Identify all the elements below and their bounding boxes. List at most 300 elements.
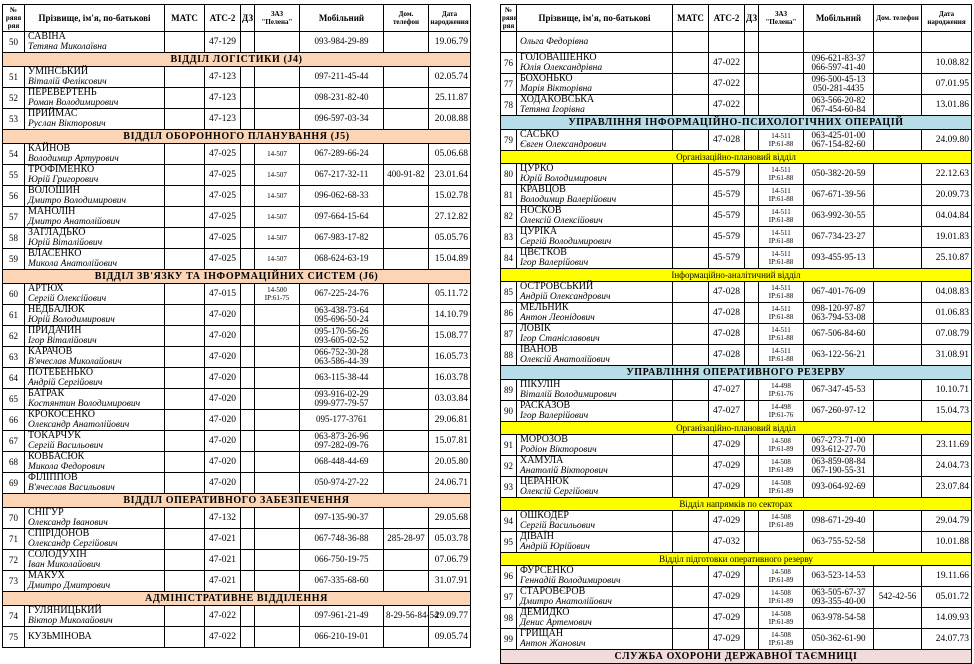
dz-phone: [241, 32, 255, 53]
mobile-phone: [804, 345, 874, 366]
birth-date: 24.06.71: [429, 473, 471, 494]
last-name: КРОКОСЕНКО: [28, 409, 95, 420]
mobile-line: 063-523-14-53: [811, 570, 866, 581]
first-patronymic: Роман Володимирович: [28, 98, 119, 108]
department-heading-row: [3, 592, 471, 606]
birth-date: 15.08.77: [429, 326, 471, 347]
last-name: ЦУРКО: [520, 163, 554, 174]
dz-phone: [241, 368, 255, 389]
zaz-line: 14-511: [771, 131, 791, 140]
last-name: ВОЛОШИН: [28, 185, 80, 196]
dz-phone: [241, 529, 255, 550]
col-header-mobile: Мобільний: [300, 5, 384, 32]
birth-date: [922, 32, 972, 53]
mobile-phone: [300, 627, 384, 648]
full-name-cell: [25, 144, 165, 165]
last-name: ДЕМИДКО: [520, 607, 570, 618]
dz-phone: [241, 165, 255, 186]
department-heading: ВІДДІЛ ЗВ'ЯЗКУ ТА ІНФОРМАЦІЙНИХ СИСТЕМ (J6): [3, 270, 471, 284]
mobile-line: 050-974-27-22: [314, 477, 369, 488]
table-row: [501, 164, 972, 185]
right-phone-directory: [500, 4, 971, 664]
department-heading: УПРАВЛІННЯ ОПЕРАТИВНОГО РЕЗЕРВУ: [501, 366, 972, 380]
mobile-line: 095-170-56-26: [314, 325, 369, 336]
table-row: [501, 345, 972, 366]
table-row: [501, 532, 972, 553]
mobile-line: 098-671-29-40: [811, 515, 866, 526]
dz-phone: [241, 144, 255, 165]
home-phone: [384, 389, 429, 410]
mobile-phone: [300, 389, 384, 410]
last-name: КРАВЦОВ: [520, 184, 566, 195]
mats-phone: [165, 389, 205, 410]
last-name: ОСТРОВСЬКИЙ: [520, 281, 594, 292]
ats2-phone: 47-029: [709, 456, 745, 477]
row-number: 77: [501, 74, 517, 95]
mobile-line: 067-260-97-12: [811, 405, 866, 416]
mobile-phone: [300, 249, 384, 270]
last-name: БОХОНЬКО: [520, 73, 573, 84]
row-number: 60: [3, 284, 25, 305]
birth-date: 10.08.82: [922, 53, 972, 74]
zaz-pelena-phone: [255, 508, 300, 529]
row-number: 64: [3, 368, 25, 389]
mobile-phone: [300, 508, 384, 529]
full-name-cell: [517, 456, 673, 477]
full-name-cell: [517, 629, 673, 650]
ats2-phone: 47-028: [709, 130, 745, 151]
zaz-pelena-phone: [759, 566, 804, 587]
birth-date: 23.11.69: [922, 435, 972, 456]
zaz-pelena-phone: [759, 345, 804, 366]
first-patronymic: Олексій Олексійович: [520, 216, 603, 226]
first-patronymic: Юрій Григорович: [28, 175, 99, 185]
ats2-phone: 47-020: [205, 452, 241, 473]
table-row: [3, 452, 471, 473]
zaz-line: IP:61-88: [768, 334, 794, 342]
zaz-line: 14-511: [771, 283, 791, 292]
zaz-pelena-phone: [255, 473, 300, 494]
zaz-line: 14-511: [771, 207, 791, 216]
full-name-cell: [25, 508, 165, 529]
mobile-phone: [300, 144, 384, 165]
col-header-dz: ДЗ: [241, 5, 255, 32]
dz-phone: [745, 608, 759, 629]
ats2-phone: [709, 32, 745, 53]
last-name: ЛОВІК: [520, 323, 551, 334]
zaz-pelena-phone: [255, 368, 300, 389]
birth-date: 05.06.68: [429, 144, 471, 165]
department-heading: ВІДДІЛ ЛОГІСТИКИ (J4): [3, 53, 471, 67]
mobile-line: 093-455-95-13: [811, 252, 866, 263]
home-phone: [384, 410, 429, 431]
mobile-phone: [804, 227, 874, 248]
zaz-line: IP:61-88: [768, 140, 794, 148]
zaz-line: 14-507: [267, 212, 287, 221]
zaz-line: 14-507: [267, 191, 287, 200]
table-row: [3, 228, 471, 249]
table-row: [501, 53, 972, 74]
dz-phone: [745, 95, 759, 116]
ats2-phone: 47-028: [709, 282, 745, 303]
mobile-phone: [300, 207, 384, 228]
mats-phone: [673, 435, 709, 456]
first-patronymic: Геннадій Володимирович: [520, 576, 621, 586]
mobile-line: 097-211-45-44: [314, 71, 369, 82]
mobile-line: 096-621-83-37: [811, 52, 866, 63]
mats-phone: [673, 380, 709, 401]
zaz-pelena-phone: [255, 207, 300, 228]
ats2-phone: 47-020: [205, 347, 241, 368]
home-line: 400-91-82: [387, 169, 425, 180]
full-name-cell: [517, 587, 673, 608]
mats-phone: [673, 130, 709, 151]
mobile-line: 093-355-40-00: [811, 596, 866, 606]
right-table-body: [501, 32, 972, 664]
mobile-line: 095-177-3761: [316, 414, 367, 425]
zaz-pelena-phone: [759, 608, 804, 629]
directory-table-left: [2, 4, 471, 648]
birth-date: 19.06.79: [429, 32, 471, 53]
ats2-phone: 47-132: [205, 508, 241, 529]
last-name: СТАРОВЄРОВ: [520, 586, 586, 597]
last-name: КАРАЧОВ: [28, 346, 73, 357]
table-row: [3, 249, 471, 270]
mobile-phone: [300, 186, 384, 207]
mobile-phone: [804, 401, 874, 422]
birth-date: 04.04.84: [922, 206, 972, 227]
mobile-line: 099-977-79-57: [314, 398, 369, 408]
dz-phone: [241, 109, 255, 130]
subdivision-heading: Відділ підготовки оперативного резерву: [501, 553, 972, 566]
row-number: 58: [3, 228, 25, 249]
zaz-pelena-phone: [759, 206, 804, 227]
first-patronymic: Ігор Валерійович: [520, 258, 589, 268]
birth-date: 15.02.78: [429, 186, 471, 207]
mobile-line: 098-120-97-87: [811, 302, 866, 313]
ats2-phone: 47-020: [205, 473, 241, 494]
mobile-line: 063-978-54-58: [811, 612, 866, 623]
home-phone: [874, 511, 922, 532]
table-row: [3, 410, 471, 431]
home-phone: [874, 95, 922, 116]
ats2-phone: 45-579: [709, 248, 745, 269]
table-row: [3, 347, 471, 368]
dz-phone: [745, 345, 759, 366]
mobile-phone: [804, 456, 874, 477]
ats2-phone: 47-025: [205, 249, 241, 270]
mobile-line: 066-597-41-40: [811, 62, 866, 72]
col-header-zaz: ЗАЗ "Пелена": [255, 5, 300, 32]
ats2-phone: 47-028: [709, 303, 745, 324]
home-phone: [874, 74, 922, 95]
table-row: [501, 380, 972, 401]
ats2-phone: 47-020: [205, 410, 241, 431]
birth-date: 27.12.82: [429, 207, 471, 228]
mats-phone: [673, 608, 709, 629]
row-number: 85: [501, 282, 517, 303]
table-row: [501, 32, 972, 53]
full-name-cell: [25, 529, 165, 550]
mats-phone: [165, 571, 205, 592]
zaz-pelena-phone: [759, 282, 804, 303]
first-patronymic: Костянтин Володимирович: [28, 399, 141, 409]
first-patronymic: Віталій Феліксович: [28, 77, 107, 87]
full-name-cell: [517, 227, 673, 248]
first-patronymic: Марія Вікторівна: [520, 84, 593, 94]
zaz-line: 14-508: [771, 630, 791, 639]
last-name: ЦЕРАНЮК: [520, 476, 570, 487]
first-patronymic: Микола Федорович: [28, 462, 105, 472]
table-row: [501, 227, 972, 248]
zaz-line: IP:61-88: [768, 292, 794, 300]
subdivision-heading-row: [501, 151, 972, 164]
department-heading: УПРАВЛІННЯ ІНФОРМАЦІЙНО-ПСИХОЛОГІЧНИХ ОПЕРАЦІЙ: [501, 116, 972, 130]
mats-phone: [165, 165, 205, 186]
last-name: ХАМУЛА: [520, 455, 564, 466]
mobile-line: 063-859-08-84: [811, 455, 866, 466]
first-patronymic: Андрій Олександрович: [520, 292, 611, 302]
birth-date: 03.03.84: [429, 389, 471, 410]
zaz-pelena-phone: [759, 248, 804, 269]
row-number: 72: [3, 550, 25, 571]
dz-phone: [745, 164, 759, 185]
home-phone: [384, 550, 429, 571]
ats2-phone: 45-579: [709, 227, 745, 248]
ats2-phone: 47-025: [205, 228, 241, 249]
table-row: [3, 32, 471, 53]
home-phone: [874, 185, 922, 206]
mobile-line: 067-335-68-60: [314, 575, 369, 586]
home-phone: [384, 228, 429, 249]
mobile-line: 063-873-26-96: [314, 430, 369, 441]
last-name: САСЬКО: [520, 129, 559, 140]
dz-phone: [745, 587, 759, 608]
birth-date: 16.05.73: [429, 347, 471, 368]
dz-phone: [241, 228, 255, 249]
home-phone: [874, 566, 922, 587]
mobile-line: 063-505-67-37: [811, 586, 866, 597]
zaz-line: IP:61-88: [768, 355, 794, 363]
mobile-phone: [300, 606, 384, 627]
mobile-phone: [300, 347, 384, 368]
table-row: [3, 207, 471, 228]
last-name: ПРИДАЧИН: [28, 325, 82, 336]
first-patronymic: Андрій Сергійович: [28, 378, 103, 388]
row-number: 94: [501, 511, 517, 532]
last-name: ГРИЩАН: [520, 628, 564, 639]
birth-date: 05.01.72: [922, 587, 972, 608]
home-phone: [874, 629, 922, 650]
zaz-pelena-phone: [255, 452, 300, 473]
mobile-line: 067-506-84-60: [811, 328, 866, 339]
row-number: 69: [3, 473, 25, 494]
last-name: КОВБАСЮК: [28, 451, 85, 462]
ats2-phone: 47-020: [205, 305, 241, 326]
zaz-pelena-phone: [759, 380, 804, 401]
full-name-cell: [25, 347, 165, 368]
home-phone: [874, 227, 922, 248]
last-name: СПІРІДОНОВ: [28, 528, 90, 539]
zaz-pelena-phone: [255, 305, 300, 326]
zaz-line: IP:61-89: [768, 639, 794, 647]
home-phone: [384, 347, 429, 368]
subdivision-heading-row: [501, 498, 972, 511]
zaz-line: IP:61-89: [768, 618, 794, 626]
table-row: [3, 368, 471, 389]
dz-phone: [745, 324, 759, 345]
last-name: ТРОФІМЕНКО: [28, 164, 95, 175]
mats-phone: [165, 249, 205, 270]
mobile-line: 050-362-61-90: [811, 633, 866, 644]
first-patronymic: Дмитро Володимирович: [28, 196, 127, 206]
last-name: АРТЮХ: [28, 283, 64, 294]
mobile-phone: [300, 452, 384, 473]
full-name-cell: [517, 282, 673, 303]
full-name-cell: [517, 511, 673, 532]
mobile-phone: [804, 282, 874, 303]
row-number: 73: [3, 571, 25, 592]
birth-date: 05.11.72: [429, 284, 471, 305]
row-number: 59: [3, 249, 25, 270]
ats2-phone: 47-020: [205, 326, 241, 347]
home-phone: [874, 206, 922, 227]
home-phone: [384, 508, 429, 529]
mobile-line: 068-624-63-19: [314, 253, 369, 264]
col-header-birth: Дата народження: [429, 5, 471, 32]
first-patronymic: Дмитро Дмитрович: [28, 581, 111, 591]
mobile-line: 067-983-17-82: [314, 232, 369, 243]
dz-phone: [745, 401, 759, 422]
dz-phone: [745, 532, 759, 553]
dz-phone: [745, 456, 759, 477]
dz-phone: [241, 606, 255, 627]
row-number: 80: [501, 164, 517, 185]
ats2-phone: 47-123: [205, 88, 241, 109]
mobile-line: 096-597-03-34: [314, 113, 369, 124]
last-name: ІВАНОВ: [520, 344, 558, 355]
full-name-cell: [25, 228, 165, 249]
last-name: БАТРАК: [28, 388, 65, 399]
home-phone: [874, 303, 922, 324]
mobile-line: 063-425-01-00: [811, 129, 866, 140]
full-name-cell: [25, 571, 165, 592]
zaz-line: IP:61-88: [768, 174, 794, 182]
ats2-phone: 47-028: [709, 345, 745, 366]
last-name: РАСКАЗОВ: [520, 400, 571, 411]
dz-phone: [745, 435, 759, 456]
zaz-pelena-phone: [759, 401, 804, 422]
mats-phone: [165, 228, 205, 249]
first-patronymic: Віталій Володимирович: [520, 390, 617, 400]
zaz-pelena-phone: [255, 571, 300, 592]
row-number: 96: [501, 566, 517, 587]
full-name-cell: [25, 88, 165, 109]
first-patronymic: Юлія Олександрівна: [520, 63, 603, 73]
home-phone: [874, 435, 922, 456]
full-name-cell: [25, 452, 165, 473]
zaz-pelena-phone: [255, 529, 300, 550]
mats-phone: [165, 473, 205, 494]
full-name-cell: [25, 368, 165, 389]
dz-phone: [241, 550, 255, 571]
row-number: 95: [501, 532, 517, 553]
row-number: [501, 32, 517, 53]
birth-date: 29.04.79: [922, 511, 972, 532]
zaz-pelena-phone: [255, 410, 300, 431]
mobile-phone: [804, 532, 874, 553]
table-header-row: [501, 5, 972, 32]
dz-phone: [745, 477, 759, 498]
mobile-line: 093-984-29-89: [314, 36, 369, 47]
zaz-pelena-phone: [255, 249, 300, 270]
table-row: [3, 284, 471, 305]
birth-date: 24.09.80: [922, 130, 972, 151]
mobile-phone: [300, 473, 384, 494]
ats2-phone: 47-029: [709, 477, 745, 498]
zaz-line: IP:61-76: [768, 390, 794, 398]
col-header-num: № ряяя ряя: [3, 5, 25, 32]
mobile-line: 096-062-68-33: [314, 190, 369, 201]
row-number: 81: [501, 185, 517, 206]
dz-phone: [241, 389, 255, 410]
table-row: [501, 303, 972, 324]
birth-date: 15.04.73: [922, 401, 972, 422]
table-row: [501, 511, 972, 532]
table-row: [3, 473, 471, 494]
table-row: [3, 550, 471, 571]
col-header-dz: ДЗ: [745, 5, 759, 32]
home-phone: [384, 606, 439, 627]
home-phone: [874, 532, 922, 553]
home-phone: [384, 144, 429, 165]
mats-phone: [673, 477, 709, 498]
dz-phone: [745, 566, 759, 587]
mats-phone: [673, 532, 709, 553]
ats2-phone: 47-022: [205, 606, 241, 627]
zaz-line: 14-507: [267, 233, 287, 242]
row-number: 63: [3, 347, 25, 368]
mats-phone: [165, 627, 205, 648]
zaz-line: IP:61-75: [264, 294, 290, 302]
birth-date: 23.01.64: [429, 165, 471, 186]
dz-phone: [745, 282, 759, 303]
table-row: [3, 165, 471, 186]
table-row: [3, 305, 471, 326]
dz-phone: [745, 74, 759, 95]
full-name-cell: [25, 326, 165, 347]
zaz-line: 14-511: [771, 304, 791, 313]
home-phone: [874, 248, 922, 269]
mobile-phone: [300, 88, 384, 109]
last-name: ПОТЕБЕНЬКО: [28, 367, 94, 378]
table-row: [501, 95, 972, 116]
mobile-line: 063-566-20-82: [811, 94, 866, 105]
home-phone: [874, 608, 922, 629]
mats-phone: [165, 529, 205, 550]
mobile-phone: [300, 529, 384, 550]
mats-phone: [673, 32, 709, 53]
ats2-phone: 47-022: [205, 627, 241, 648]
row-number: 57: [3, 207, 25, 228]
home-phone: [874, 401, 922, 422]
birth-date: 31.08.91: [922, 345, 972, 366]
last-name: ОШКОДЕР: [520, 510, 569, 521]
home-phone: [384, 165, 429, 186]
zaz-pelena-phone: [759, 629, 804, 650]
dz-phone: [241, 284, 255, 305]
last-name: ЦВЄТКОВ: [520, 247, 567, 258]
